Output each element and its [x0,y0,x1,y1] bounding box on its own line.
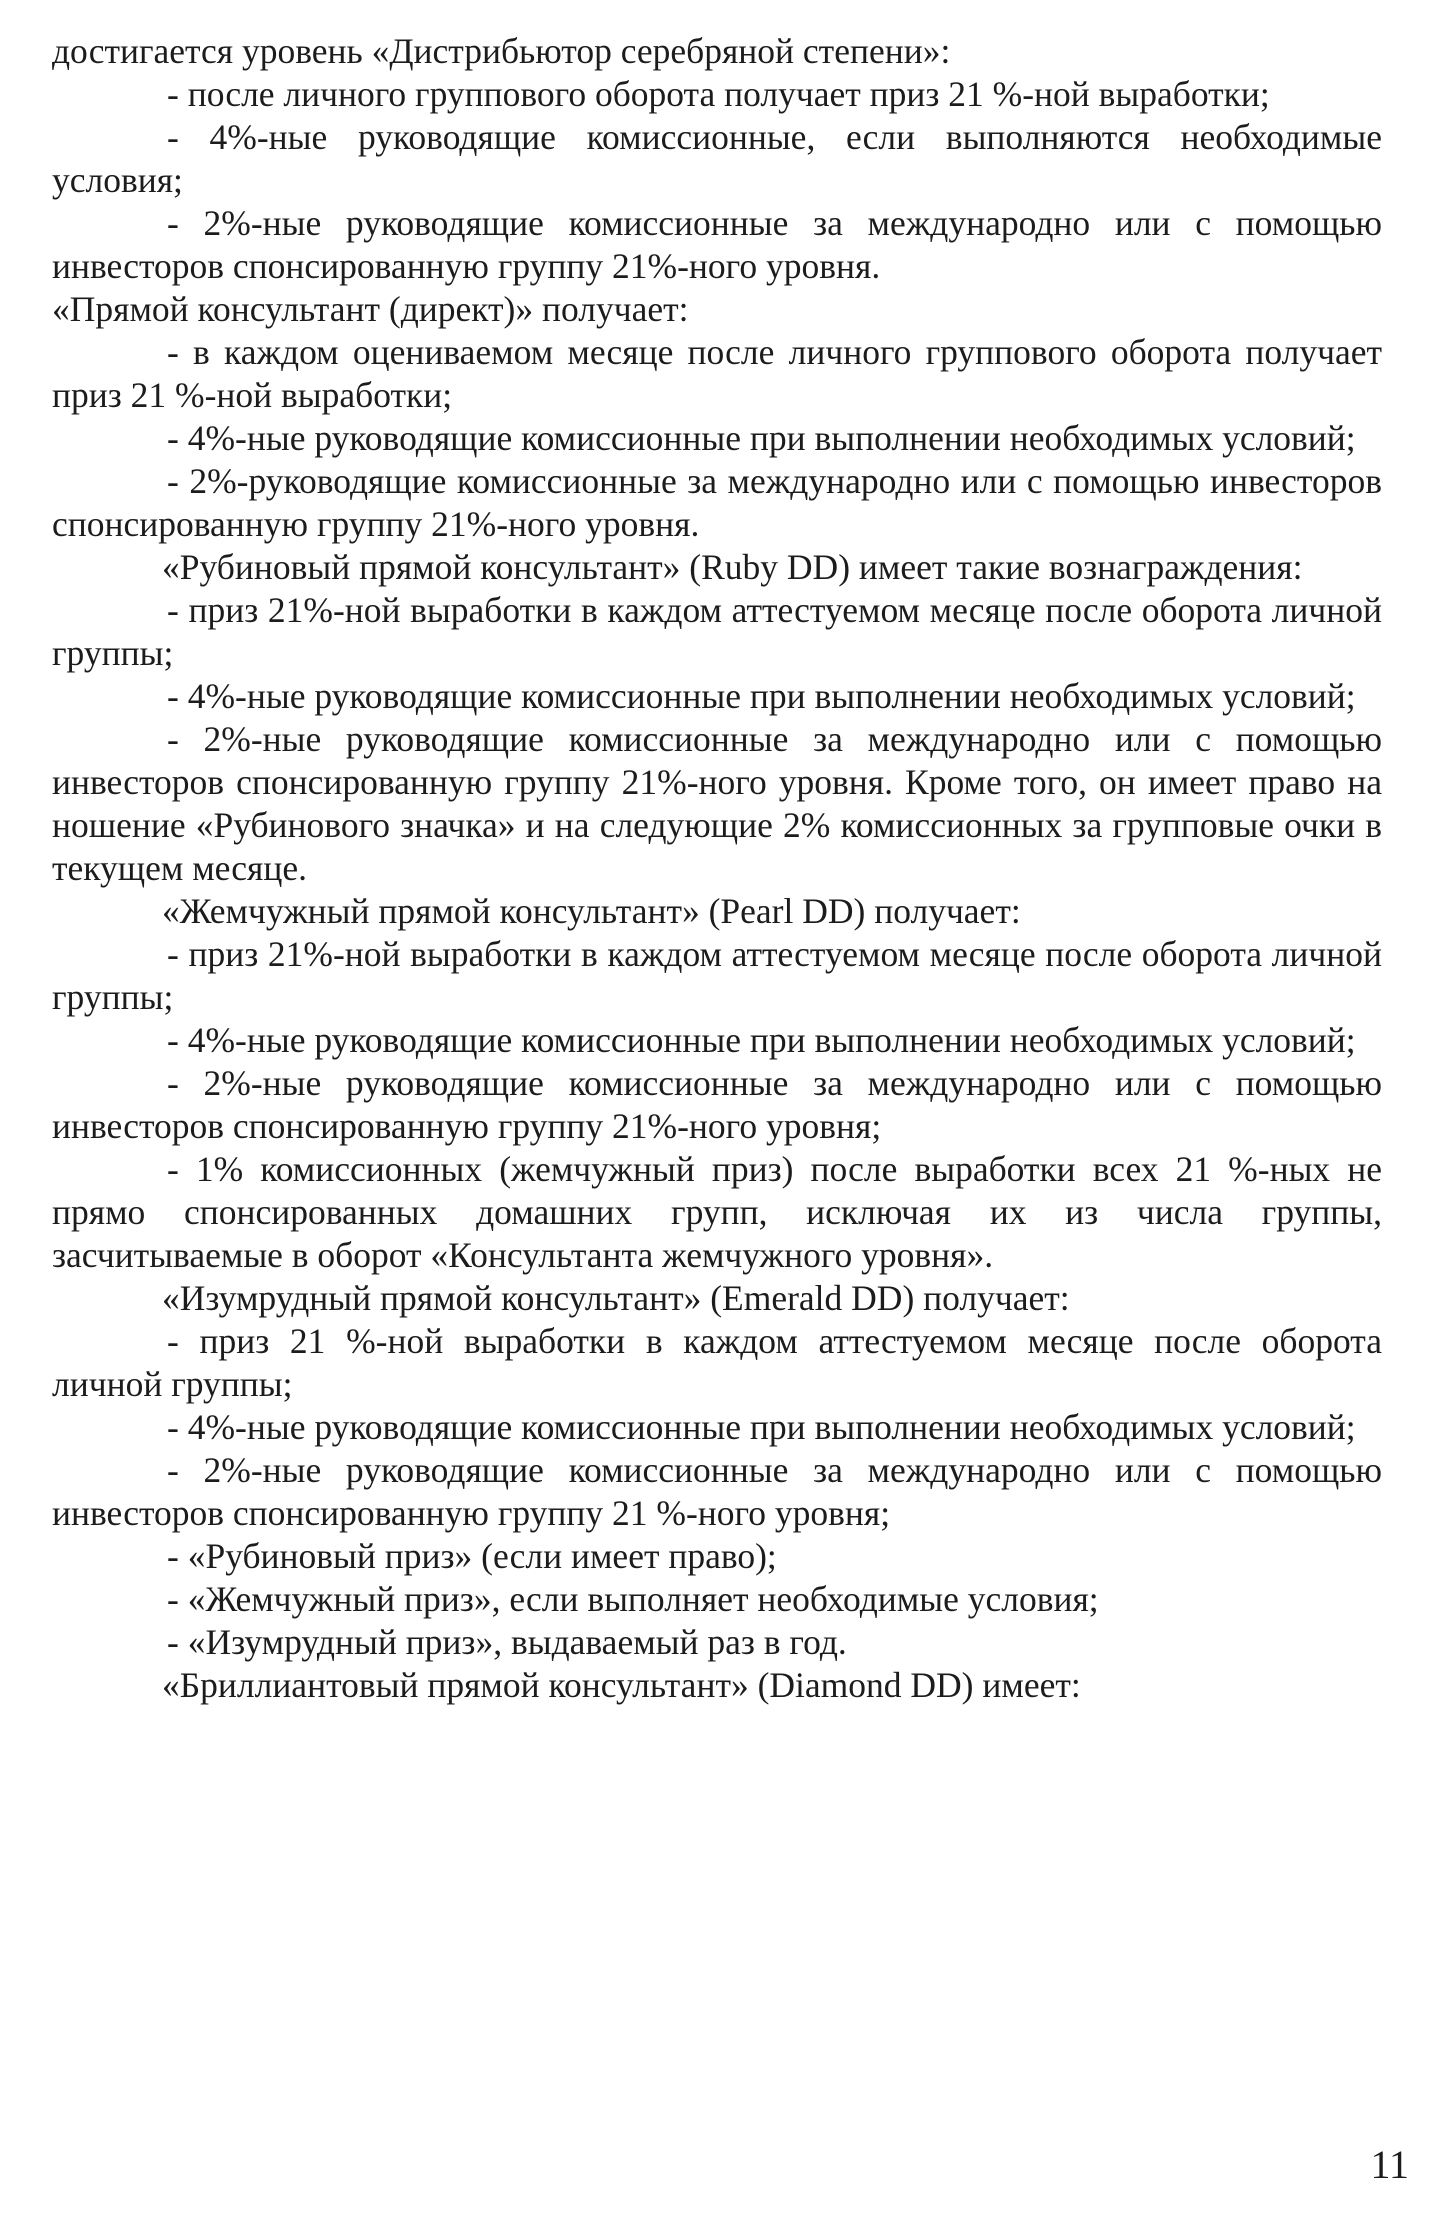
paragraph: «Изумрудный прямой консультант» (Emerald DD) получает: [162,1278,1070,1318]
list-item: - 2%-ные руководящие комиссионные за международно или с помощью инвесторов спонсированную группу 21%-ного уровня. [52,203,1382,286]
page-number: 11 [1370,2142,1409,2187]
list-item: - «Рубиновый приз» (если имеет право); [167,1536,777,1576]
list-item: - 2%-ные руководящие комиссионные за международно или с помощью инвесторов спонсированную группу 21%-ного уровня. Кроме того, он имеет право на ношение «Рубинового значка» и на следующие 2% комиссионных за групповые очки в текущем месяце. [52,719,1382,888]
list-item: - 4%-ные руководящие комиссионные при выполнении необходимых условий; [167,676,1356,716]
paragraph: «Жемчужный прямой консультант» (Pearl DD) получает: [162,891,1021,931]
paragraph: «Рубиновый прямой консультант» (Ruby DD) имеет такие вознаграждения: [162,547,1303,587]
list-item: - приз 21%-ной выработки в каждом аттестуемом месяце после оборота личной группы; [52,590,1382,673]
list-item: - 4%-ные руководящие комиссионные при выполнении необходимых условий; [167,1020,1356,1060]
list-item: - «Изумрудный приз», выдаваемый раз в год. [167,1622,847,1662]
list-item: - «Жемчужный приз», если выполняет необходимые условия; [167,1579,1099,1619]
paragraph: достигается уровень «Дистрибьютор серебряной степени»: [52,31,951,71]
list-item: - 2%-ные руководящие комиссионные за международно или с помощью инвесторов спонсированную группу 21%-ного уровня; [52,1063,1382,1146]
list-item: - 4%-ные руководящие комиссионные при выполнении необходимых условий; [167,418,1356,458]
list-item: - приз 21 %-ной выработки в каждом аттестуемом месяце после оборота личной группы; [52,1321,1382,1404]
list-item: - 4%-ные руководящие комиссионные при выполнении необходимых условий; [167,1407,1356,1447]
paragraph: «Прямой консультант (директ)» получает: [52,289,689,329]
paragraph: «Бриллиантовый прямой консультант» (Diamond DD) имеет: [162,1665,1081,1705]
document-page [52,30,1382,2210]
list-item: - после личного группового оборота получает приз 21 %-ной выработки; [167,74,1270,114]
list-item: - 1% комиссионных (жемчужный приз) после выработки всех 21 %-ных не прямо спонсированных домашних групп, исключая их из числа группы, засчитываемые в оборот «Консультанта жемчужного уровня». [52,1149,1382,1275]
list-item: - приз 21%-ной выработки в каждом аттестуемом месяце после оборота личной группы; [52,934,1382,1017]
list-item: - в каждом оцениваемом месяце после личного группового оборота получает приз 21 %-ной выработки; [52,332,1382,415]
list-item: - 4%-ные руководящие комиссионные, если выполняются необходимые условия; [52,117,1382,200]
list-item: - 2%-ные руководящие комиссионные за международно или с помощью инвесторов спонсированную группу 21 %-ного уровня; [52,1450,1382,1533]
list-item: - 2%-руководящие комиссионные за международно или с помощью инвесторов спонсированную группу 21%-ного уровня. [52,461,1382,544]
